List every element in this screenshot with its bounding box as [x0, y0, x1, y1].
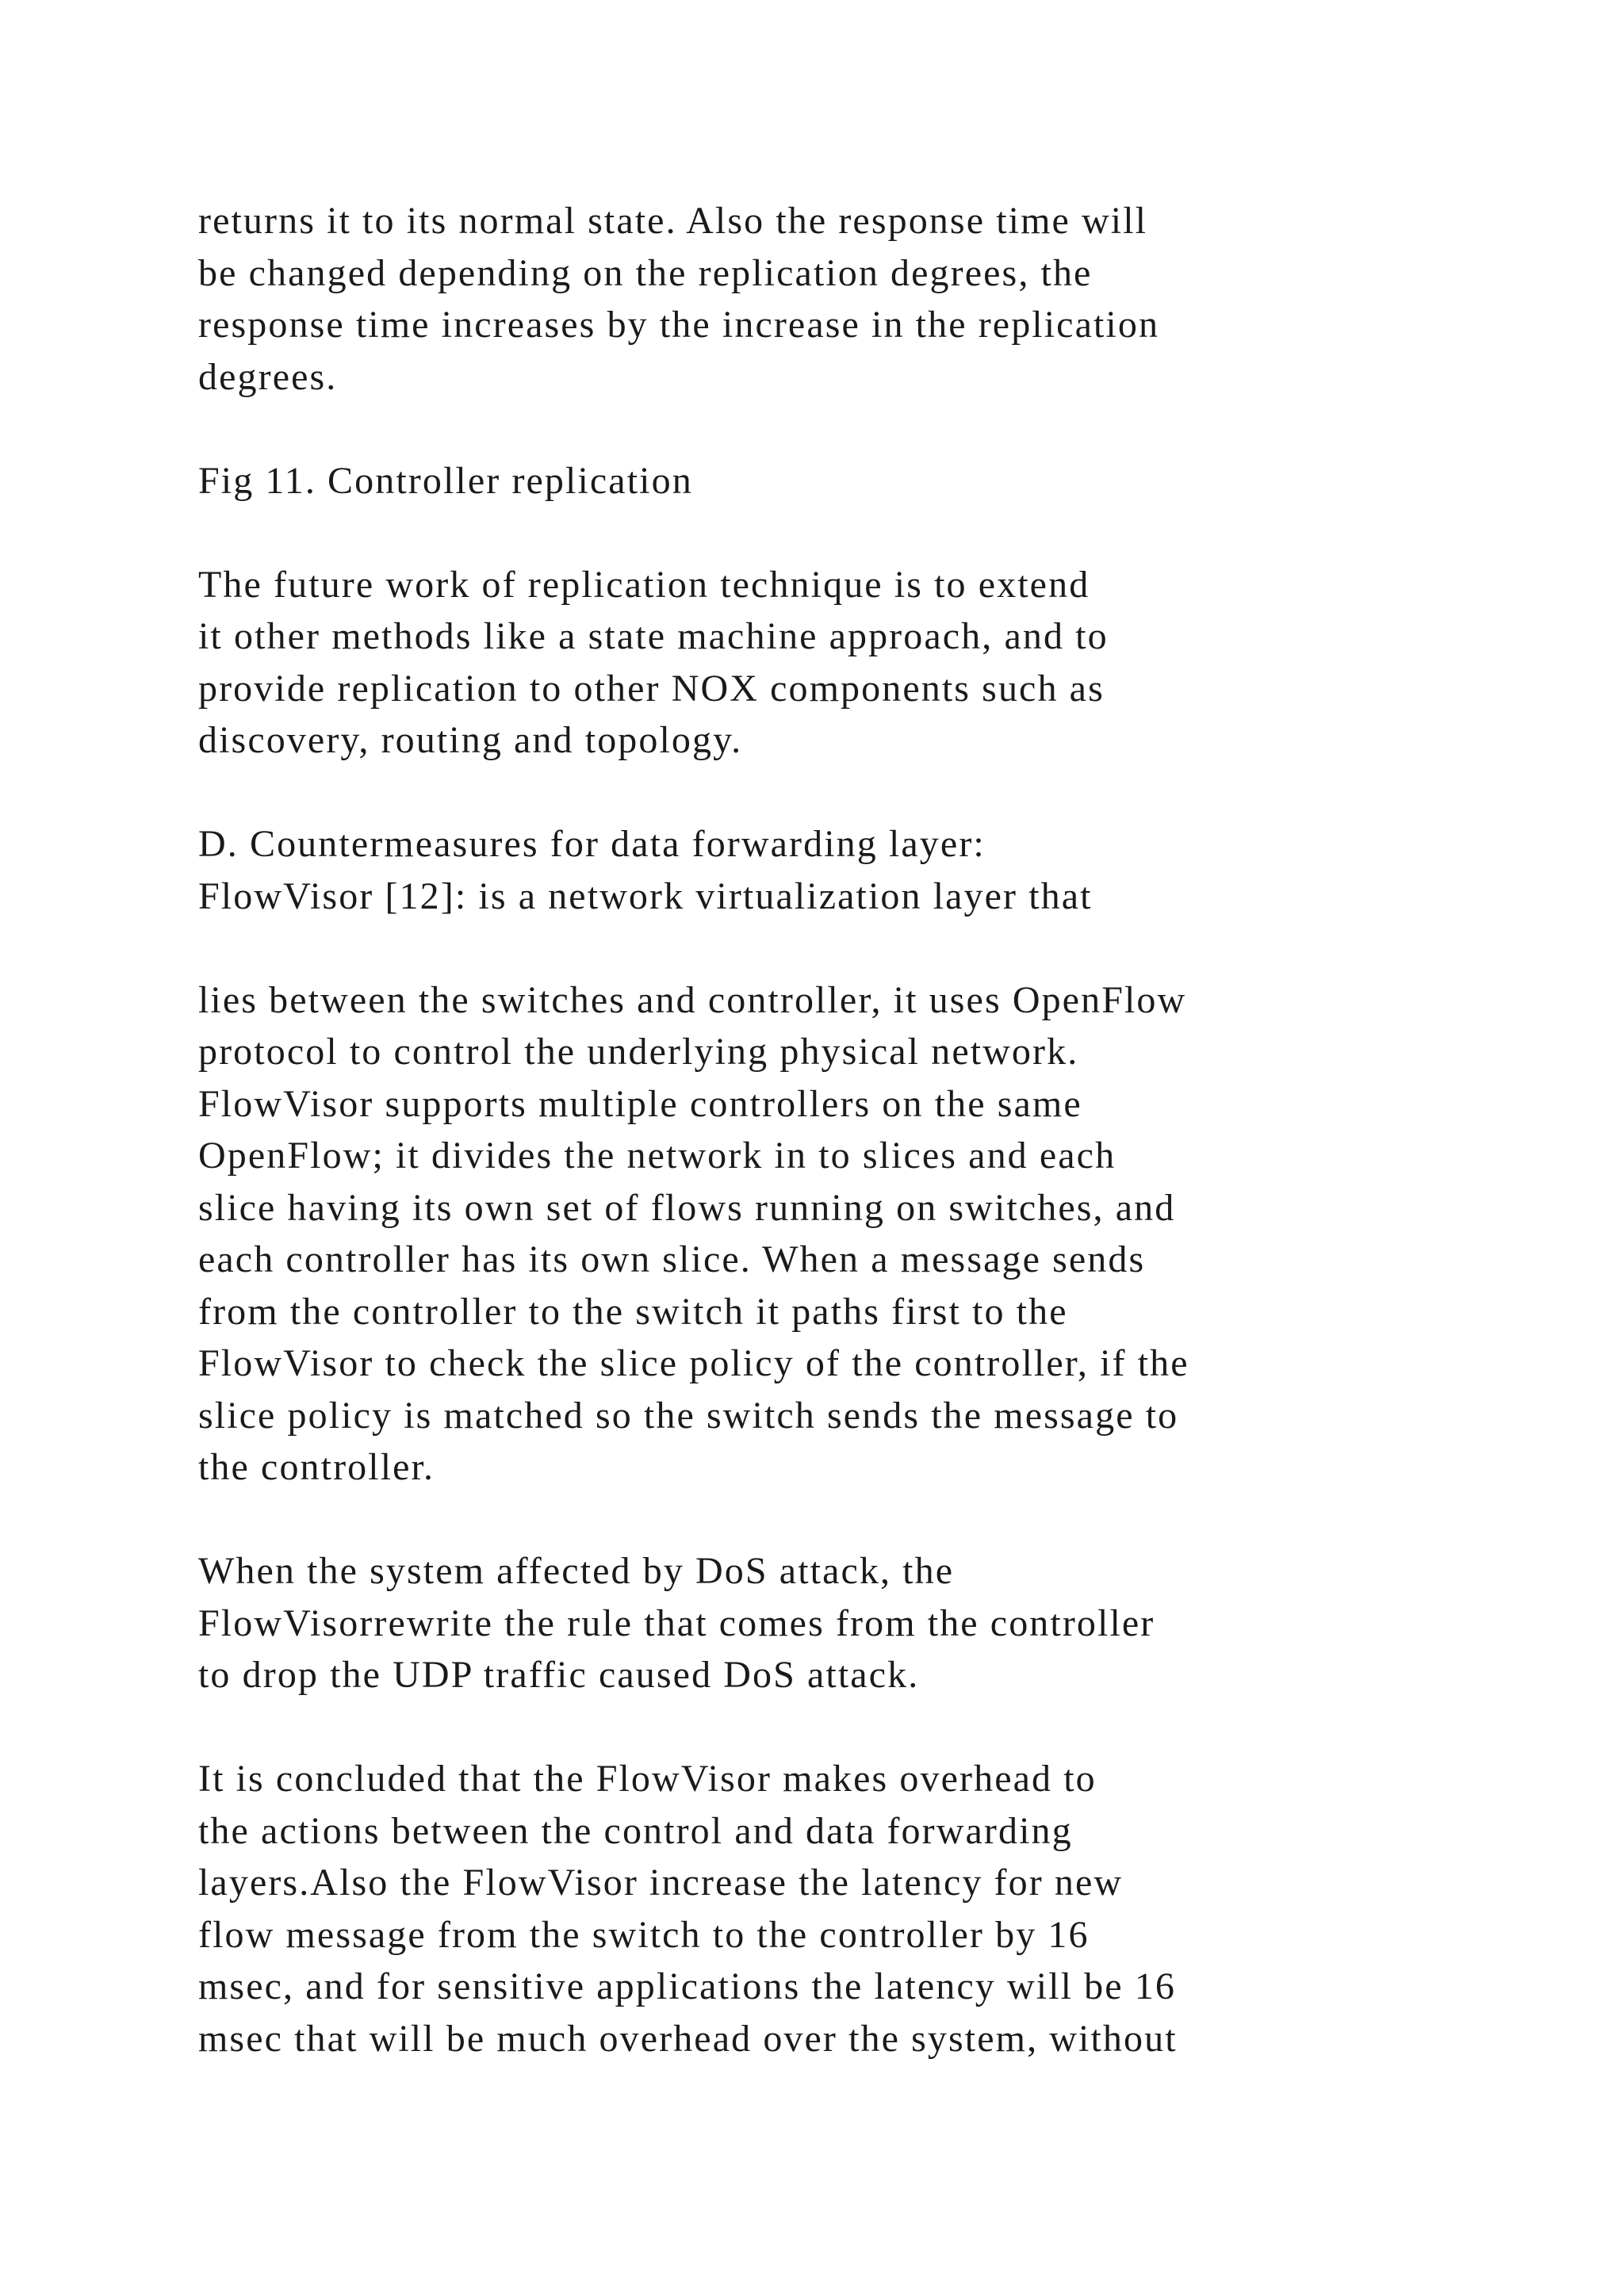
paragraph-replication-response-time	[198, 195, 1483, 403]
paragraph-future-work	[198, 559, 1483, 767]
text-line: the controller.	[198, 1446, 435, 1488]
text-line: FlowVisor supports multiple controllers on the same	[198, 1082, 1082, 1125]
text-line: response time increases by the increase in the replication	[198, 304, 1160, 346]
text-line: each controller has its own slice. When a message sends	[198, 1238, 1146, 1280]
text-line: to drop the UDP traffic caused DoS attack.	[198, 1654, 920, 1696]
text-line: protocol to control the underlying physical network.	[198, 1031, 1079, 1073]
section-heading-countermeasures	[198, 818, 1483, 922]
text-line: Fig 11. Controller replication	[198, 459, 693, 502]
text-line: FlowVisor [12]: is a network virtualization layer that	[198, 874, 1093, 917]
text-line: When the system affected by DoS attack, the	[198, 1550, 955, 1592]
text-line: the actions between the control and data forwarding	[198, 1809, 1073, 1852]
text-line: msec, and for sensitive applications the latency will be 16	[198, 1965, 1176, 2007]
paragraph-dos-attack	[198, 1545, 1483, 1701]
paragraph-conclusion-overhead	[198, 1753, 1483, 2064]
text-line: returns it to its normal state. Also the response time will	[198, 200, 1148, 242]
paragraph-flowvisor-description	[198, 974, 1483, 1494]
text-line: be changed depending on the replication degrees, the	[198, 251, 1093, 294]
document-body	[198, 195, 1483, 2117]
text-line: degrees.	[198, 355, 338, 398]
text-line: from the controller to the switch it paths first to the	[198, 1290, 1068, 1333]
text-line: layers.Also the FlowVisor increase the latency for new	[198, 1862, 1124, 1904]
text-line: msec that will be much overhead over the system, without	[198, 2017, 1178, 2060]
text-line: it other methods like a state machine approach, and to	[198, 615, 1109, 657]
text-line: It is concluded that the FlowVisor makes overhead to	[198, 1758, 1097, 1800]
text-line: discovery, routing and topology.	[198, 719, 743, 761]
text-line: slice policy is matched so the switch sends the message to	[198, 1394, 1179, 1437]
text-line: provide replication to other NOX components such as	[198, 667, 1105, 710]
figure-caption	[198, 455, 1483, 507]
text-line: FlowVisor to check the slice policy of the controller, if the	[198, 1342, 1189, 1384]
text-line: The future work of replication technique is to extend	[198, 563, 1090, 606]
text-line: flow message from the switch to the controller by 16	[198, 1913, 1090, 1956]
text-line: FlowVisorrewrite the rule that comes from the controller	[198, 1601, 1155, 1644]
text-line: lies between the switches and controller, it uses OpenFlow	[198, 978, 1187, 1021]
text-line: OpenFlow; it divides the network in to slices and each	[198, 1135, 1116, 1177]
text-line: slice having its own set of flows running on switches, and	[198, 1186, 1176, 1229]
text-line: D. Countermeasures for data forwarding layer:	[198, 823, 986, 865]
